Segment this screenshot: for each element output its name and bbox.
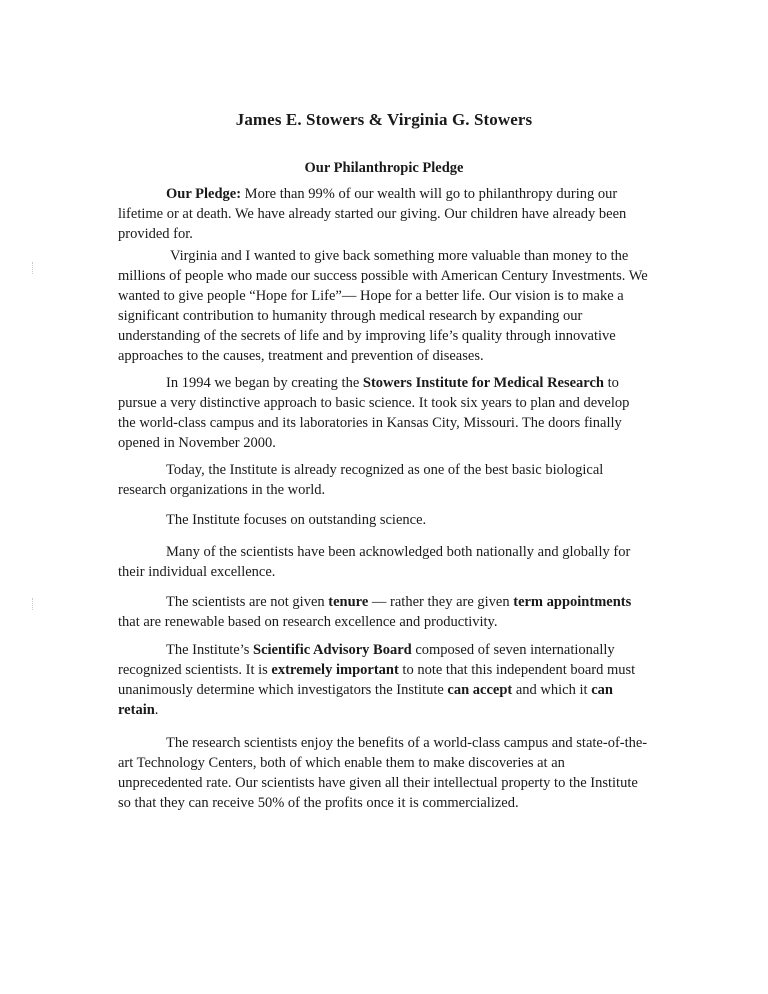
document-subtitle: Our Philanthropic Pledge	[304, 160, 464, 176]
scan-margin-mark	[32, 598, 36, 610]
appointments-text-start: The scientists are not given	[166, 594, 329, 610]
document-title: James E. Stowers & Virginia G. Stowers	[235, 110, 533, 129]
board-text-1: composed of seven internationally recognized scientists. It is	[118, 642, 615, 678]
appointments-text-middle: — rather they are given	[368, 594, 514, 610]
paragraph-appointments	[118, 592, 648, 632]
benefits-text: The research scientists enjoy the benefits of a world-class campus and state-of-the-art Technology Centers, both of which enable them to make discoveries at an unprecedented rate. Our scientists have given all their intellectual property to the Institute so that they can receive 50% of the profits once it is commercialized.	[118, 735, 648, 811]
tenure-term: tenure	[328, 594, 369, 610]
paragraph-founding	[118, 373, 648, 453]
term-appointments-term: term appointments	[513, 594, 632, 610]
extremely-important-term: extremely important	[271, 662, 399, 678]
can-retain-term: can retain	[118, 682, 613, 718]
founding-text-start: In 1994 we began by creating the	[166, 375, 363, 391]
pledge-lead: Our Pledge:	[166, 186, 242, 202]
vision-text: Virginia and I wanted to give back something more valuable than money to the millions of people who made our success possible with American Century Investments. We wanted to give people “Hope for Life”— Hope for a better life. Our vision is to make a significant contribution to humanity through medical research by expanding our understanding of the secrets of life and by improving life’s quality through innovative approaches to the causes, treatment and prevention of diseases.	[118, 248, 648, 364]
pledge-text: More than 99% of our wealth will go to philanthropy during our lifetime or at death. We have already started our giving. Our children have already been provided for.	[118, 186, 627, 242]
paragraph-advisory-board	[118, 640, 648, 720]
board-text-start: The Institute’s	[166, 642, 253, 658]
recognition-text: Today, the Institute is already recognized as one of the best basic biological research organizations in the world.	[118, 462, 604, 498]
board-text-end: .	[154, 702, 159, 718]
paragraph-benefits	[118, 733, 648, 813]
paragraph-pledge	[118, 184, 648, 244]
appointments-text-end: that are renewable based on research excellence and productivity.	[118, 614, 498, 630]
board-text-2: to note that this independent board must unanimously determine which investigators the Institute	[118, 662, 636, 698]
scientists-text: Many of the scientists have been acknowledged both nationally and globally for their individual excellence.	[118, 544, 631, 580]
institute-name: Stowers Institute for Medical Research	[362, 375, 604, 391]
board-text-3: and which it	[512, 682, 592, 698]
scan-margin-mark	[32, 262, 36, 274]
paragraph-scientists	[118, 542, 648, 582]
advisory-board-term: Scientific Advisory Board	[253, 642, 412, 658]
founding-text-end: to pursue a very distinctive approach to basic science. It took six years to plan and develop the world-class campus and its laboratories in Kansas City, Missouri. The doors finally opened in November 2000.	[118, 375, 630, 451]
can-accept-term: can accept	[447, 682, 513, 698]
paragraph-focus	[118, 510, 648, 530]
focus-text: The Institute focuses on outstanding science.	[166, 512, 427, 528]
paragraph-recognition	[118, 460, 648, 500]
paragraph-vision	[118, 246, 648, 366]
